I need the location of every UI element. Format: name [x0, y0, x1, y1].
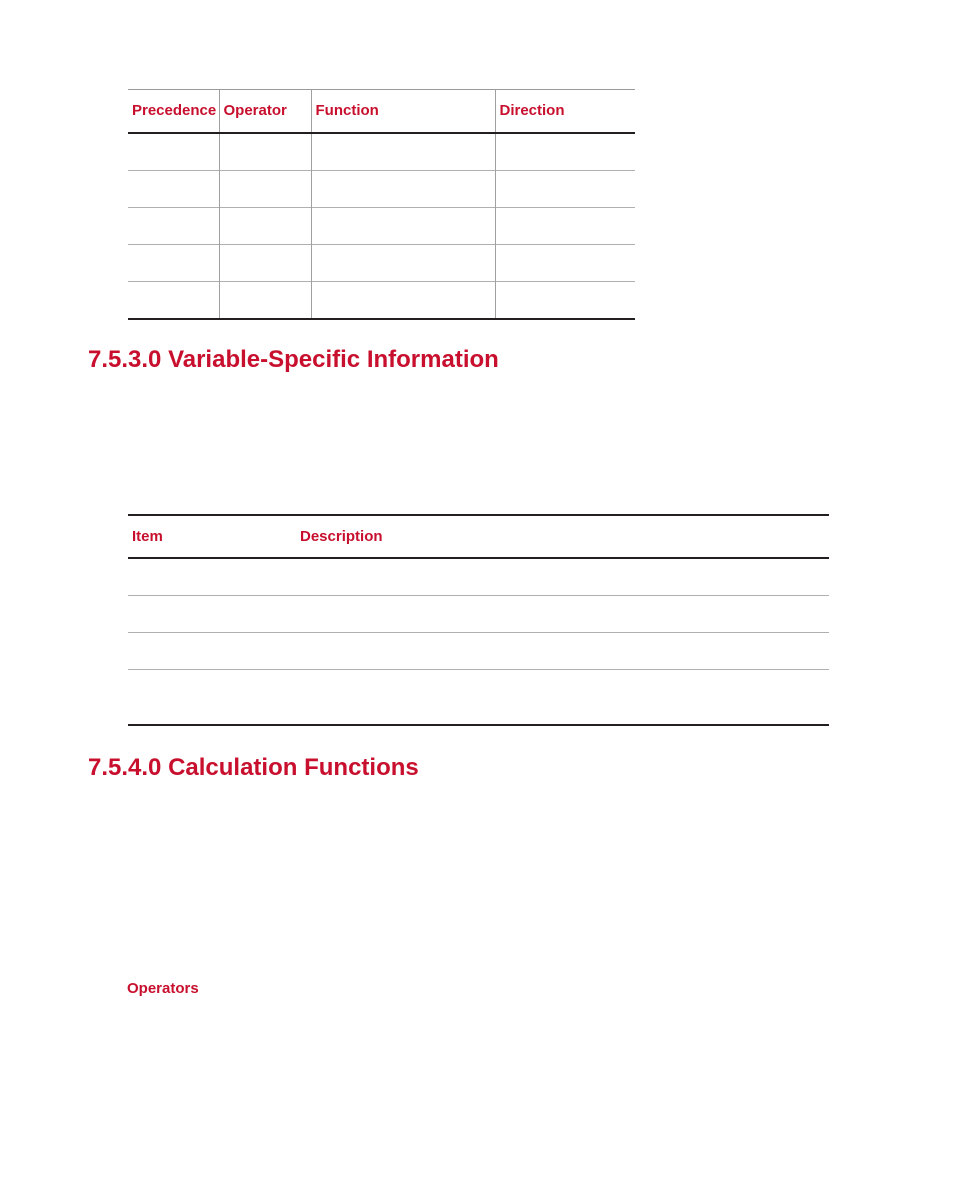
precedence-table-header-row: [128, 90, 635, 133]
table-cell: [311, 281, 495, 319]
table-cell: [128, 670, 296, 726]
table-cell: [311, 170, 495, 207]
table-row: [128, 670, 829, 726]
table-cell: [128, 207, 219, 244]
table-cell: [219, 281, 311, 319]
table-cell: [219, 207, 311, 244]
table-cell: [311, 133, 495, 171]
table-cell: [311, 244, 495, 281]
table-row: [128, 558, 829, 596]
table-row: [128, 281, 635, 319]
table-cell: [495, 207, 635, 244]
table-cell: [128, 558, 296, 596]
table-cell: [495, 133, 635, 171]
item-table-header-row: [128, 515, 829, 558]
table-cell: [128, 596, 296, 633]
column-header-function: Function: [311, 90, 495, 133]
table-cell: [128, 133, 219, 171]
column-header-item: Item: [132, 528, 163, 545]
table-row: [128, 596, 829, 633]
table-cell: [311, 207, 495, 244]
column-header-operator: Operator: [219, 90, 311, 133]
item-description-table: [128, 514, 829, 726]
section-heading-variable-specific-information: 7.5.3.0 Variable-Specific Information: [88, 346, 499, 373]
section-heading-calculation-functions: 7.5.4.0 Calculation Functions: [88, 754, 419, 781]
column-header-direction: Direction: [495, 90, 635, 133]
table-cell: [296, 596, 829, 633]
table-cell: [296, 633, 829, 670]
table-row: [128, 207, 635, 244]
column-header-description: Description: [300, 528, 383, 545]
table-row: [128, 170, 635, 207]
precedence-table: [128, 89, 635, 320]
table-cell: [219, 170, 311, 207]
table-cell: [219, 244, 311, 281]
table-cell: [296, 670, 829, 726]
table-row: [128, 633, 829, 670]
table-row: [128, 244, 635, 281]
column-header-precedence: Precedence: [132, 102, 217, 120]
table-cell: [128, 281, 219, 319]
subheading-operators: Operators: [127, 980, 199, 997]
table-cell: [296, 558, 829, 596]
table-cell: [495, 170, 635, 207]
table-cell: [495, 281, 635, 319]
table-row: [128, 133, 635, 171]
table-cell: [128, 244, 219, 281]
table-cell: [495, 244, 635, 281]
table-cell: [128, 170, 219, 207]
table-cell: [128, 633, 296, 670]
table-cell: [219, 133, 311, 171]
